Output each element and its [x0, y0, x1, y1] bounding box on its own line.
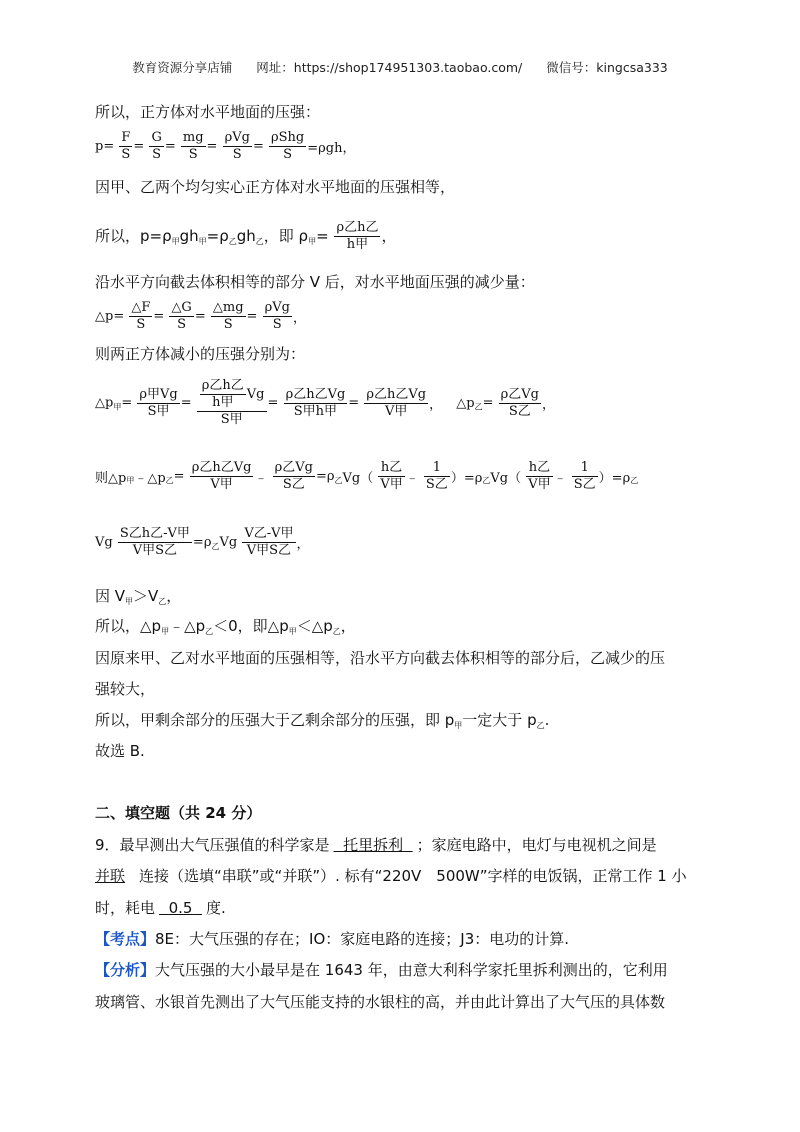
text-line: 所以，正方体对水平地面的压强： — [95, 103, 321, 121]
question-9-line3: 时，耗电 0.5 度. — [95, 899, 226, 917]
fenxi-tag: 【分析】 — [95, 961, 156, 979]
formula-difference-cont: Vg $\frac{\text{S乙h乙-V甲}}{\text{V甲S乙}}$ $=\rho_乙Vg$ $\frac{\text{V乙-V甲}}{\text{V甲S乙}}$ ， — [95, 526, 310, 558]
section-heading: 二、填空题（共 24 分） — [95, 804, 262, 822]
text-line: 强较大， — [95, 680, 156, 698]
formula-difference: 则$\triangle p_甲﹣\triangle p_乙=$ $\frac{\text{ρ乙h乙Vg}}{\text{V甲}}$ ﹣ $\frac{\text{ρ乙Vg}}{\text{S乙}}$ $=\rho_乙Vg$（ $\frac{\text{h乙}}{\text{V甲}}$ ﹣ $\frac{1}{\text{S乙}}$ ）$=\rho_乙Vg$（ $\frac{\text{h乙}}{\text{V甲}}$ ﹣ $\frac{1}{\text{S乙}}$ ）$=\rho_乙$ — [95, 460, 639, 492]
text-line: 则两正方体减小的压强分别为： — [95, 345, 306, 363]
shop-url: 网址：https://shop174951303.taobao.com/ — [256, 60, 523, 75]
text-line: 因甲、乙两个均匀实心正方体对水平地面的压强相等， — [95, 178, 456, 196]
question-9-line2: 并联 连接（选填“串联”或“并联”）. 标有“220V 500W”字样的电饭锅，正常工作 1 小 — [95, 867, 687, 885]
answer-3: 0.5 — [168, 899, 193, 917]
text-line: 因 $V_甲>V_乙$， — [95, 587, 182, 606]
text-line: 所以，甲剩余部分的压强大于乙剩余部分的压强，即 $p_甲$一定大于 $p_乙$. — [95, 711, 550, 730]
shop-name: 教育资源分享店铺 — [132, 60, 233, 75]
text-line: 故选 B. — [95, 742, 145, 760]
fenxi-line: 【分析】大气压强的大小最早是在 1643 年，由意大利科学家托里拆利测出的，它利用 — [95, 961, 668, 979]
kaodian-tag: 【考点】 — [95, 930, 156, 948]
text-line: 所以，$\triangle p_甲﹣\triangle p_乙<0$，即$\triangle p_甲<\triangle p_乙$， — [95, 617, 356, 636]
question-9-line1: 9．最早测出大气压强值的科学家是 托里拆利 ；家庭电路中，电灯与电视机之间是 — [95, 836, 657, 854]
formula-delta-p: △p= $\frac{\triangle F}{S}$ = $\frac{\triangle G}{S}$ = $\frac{\triangle mg}{S}$ = $\frac{\text{ρVg}}{S}$ ， — [95, 300, 306, 332]
formula-pressure: p= $\frac{F}{S}$ = $\frac{G}{S}$ = $\frac{mg}{S}$ = $\frac{\text{ρVg}}{S}$ = $\frac{\text{ρShg}}{S}$ =ρgh， — [95, 130, 356, 162]
answer-2: 并联 — [95, 867, 126, 885]
answer-1: 托里拆利 — [343, 836, 404, 854]
kaodian-line: 【考点】8E：大气压强的存在；IO：家庭电路的连接；J3：电功的计算. — [95, 930, 570, 948]
text-line: 所以，$p=\rho_甲gh_甲=\rho_乙gh_乙$，即 $\rho_甲=$ $\frac{\text{ρ乙h乙}}{\text{h甲}}$ ， — [95, 220, 397, 252]
text-line: 玻璃管、水银首先测出了大气压能支持的水银柱的高，并由此计算出了大气压的具体数 — [95, 993, 666, 1011]
text-line: 因原来甲、乙对水平地面的压强相等，沿水平方向截去体积相等的部分后，乙减少的压 — [95, 649, 666, 667]
text-line: 沿水平方向截去体积相等的部分 V 后，对水平地面压强的减少量： — [95, 273, 535, 291]
formula-delta-p-jia: $\triangle p_甲=$ $\frac{\text{ρ甲Vg}}{\text{S甲}}$ = $\frac{\text{ρ乙h乙}}{\text{h甲}}$ Vg S甲 = $\frac{\text{ρ乙h乙Vg}}{\text{S甲h甲}}$ = $\frac{\text{ρ乙h乙Vg}}{\text{V甲}}$ ， $\triangle p_乙=$ $\frac{\text{ρ乙Vg}}{\text{S乙}}$ ， — [95, 378, 555, 427]
page-header — [0, 58, 800, 76]
wechat-id: 微信号：kingcsa333 — [546, 60, 668, 75]
